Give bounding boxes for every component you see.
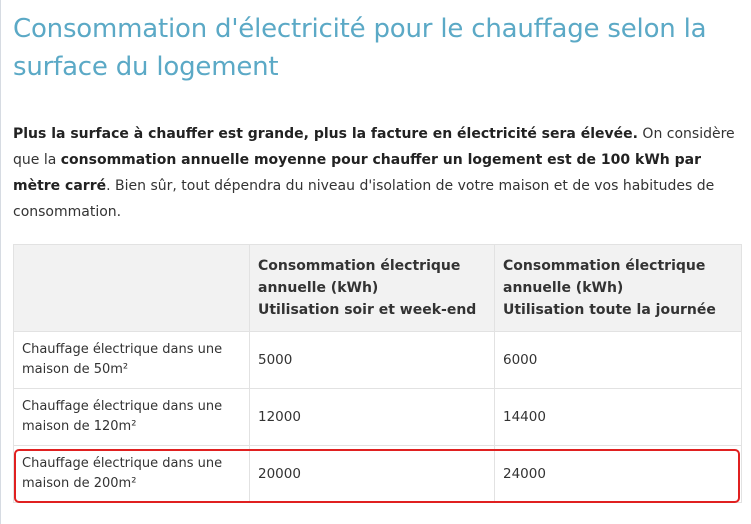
intro-bold-consumption: consommation annuelle moyenne pour chauffer un logement est de 100 kWh par mètre carré [13,152,701,194]
header-empty-cell [14,245,250,332]
cell-evening-value: 5000 [250,332,495,389]
cell-fullday-value: 6000 [495,332,742,389]
table-row-highlighted [14,446,742,503]
cell-evening-value: 20000 [250,446,495,503]
intro-paragraph [13,121,739,225]
table-row [14,389,742,446]
intro-bold-lead: Plus la surface à chauffer est grande, plus la facture en électricité sera élevée. [13,126,638,142]
row-label: Chauffage électrique dans une maison de 200m² [14,446,250,503]
table-row [14,332,742,389]
cell-evening-value: 12000 [250,389,495,446]
intro-text-2: . Bien sûr, tout dépendra du niveau d'isolation de votre maison et de vos habitudes de consommation. [13,178,715,220]
page-title: Consommation d'électricité pour le chauffage selon la surface du logement [13,14,707,82]
header-evening-weekend: Consommation électrique annuelle (kWh) Utilisation soir et week-end [250,245,495,332]
cell-fullday-value: 24000 [495,446,742,503]
intro-text-1: On considère que la [13,126,735,168]
header-full-day: Consommation électrique annuelle (kWh) Utilisation toute la journée [495,245,742,332]
cell-fullday-value: 14400 [495,389,742,446]
row-label: Chauffage électrique dans une maison de 120m² [14,389,250,446]
consumption-table [13,244,742,503]
table-header-row [14,245,742,332]
row-label: Chauffage électrique dans une maison de 50m² [14,332,250,389]
